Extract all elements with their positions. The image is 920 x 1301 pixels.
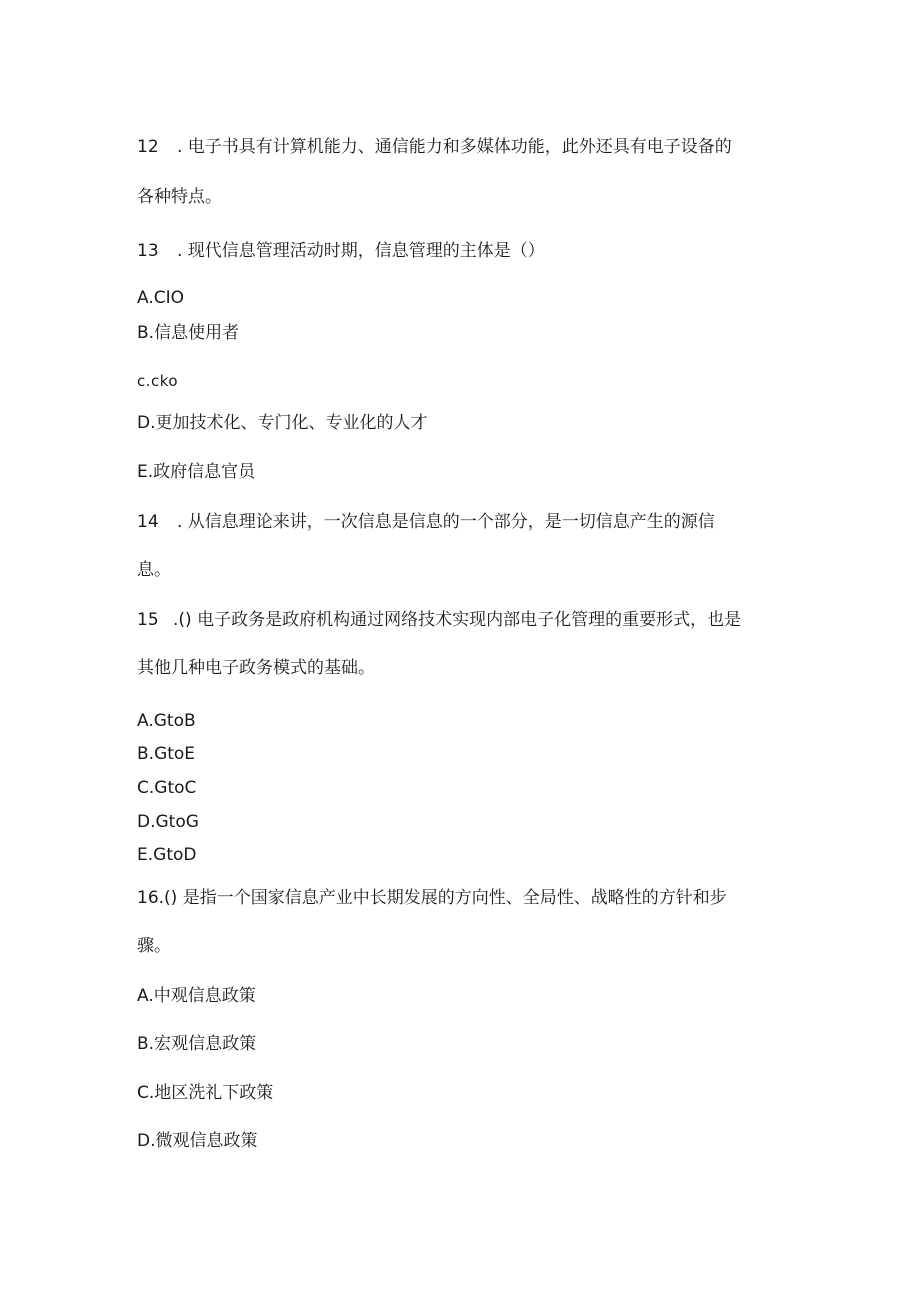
option-13-d: D.更加技术化、专门化、专业化的人才 [137,413,428,433]
question-12-line-2: 各种特点。 [137,187,222,207]
question-14-line-2: 息。 [137,560,171,580]
question-text: . 从信息理论来讲，一次信息是信息的一个部分，是一切信息产生的源信 [177,512,715,532]
option-16-a: A.中观信息政策 [137,986,256,1006]
option-16-c: C.地区洗礼下政策 [137,1083,274,1103]
question-number: 13 [137,241,159,261]
question-14-line-1 [137,511,715,533]
question-text: () 是指一个国家信息产业中长期发展的方向性、全局性、战略性的方针和步 [164,888,727,908]
question-16-line-1 [137,887,727,909]
option-15-a: A.GtoB [137,711,196,731]
question-15-line-1 [137,609,741,631]
question-13-line-1 [137,240,545,262]
option-15-d: D.GtoG [137,812,199,832]
option-13-a: A.CIO [137,288,184,308]
question-text: . 现代信息管理活动时期，信息管理的主体是（） [177,241,545,261]
question-number: 15 [137,610,159,630]
option-13-e: E.政府信息官员 [137,462,256,482]
option-16-d: D.微观信息政策 [137,1131,258,1151]
option-16-b: B.宏观信息政策 [137,1034,257,1054]
question-16-line-2: 骤。 [137,936,171,956]
question-text: . 电子书具有计算机能力、通信能力和多媒体功能，此外还具有电子设备的 [177,137,732,157]
question-number: 12 [137,137,159,157]
question-text: .() 电子政务是政府机构通过网络技术实现内部电子化管理的重要形式，也是 [173,610,742,630]
option-15-c: C.GtoC [137,778,197,798]
option-15-b: B.GtoE [137,744,196,764]
question-15-line-2: 其他几种电子政务模式的基础。 [137,658,375,678]
question-12-line-1 [137,136,732,158]
option-13-b: B.信息使用者 [137,323,240,343]
option-15-e: E.GtoD [137,845,197,865]
option-13-c: c.cko [137,372,179,390]
question-number: 16. [137,888,165,908]
question-number: 14 [137,512,159,532]
